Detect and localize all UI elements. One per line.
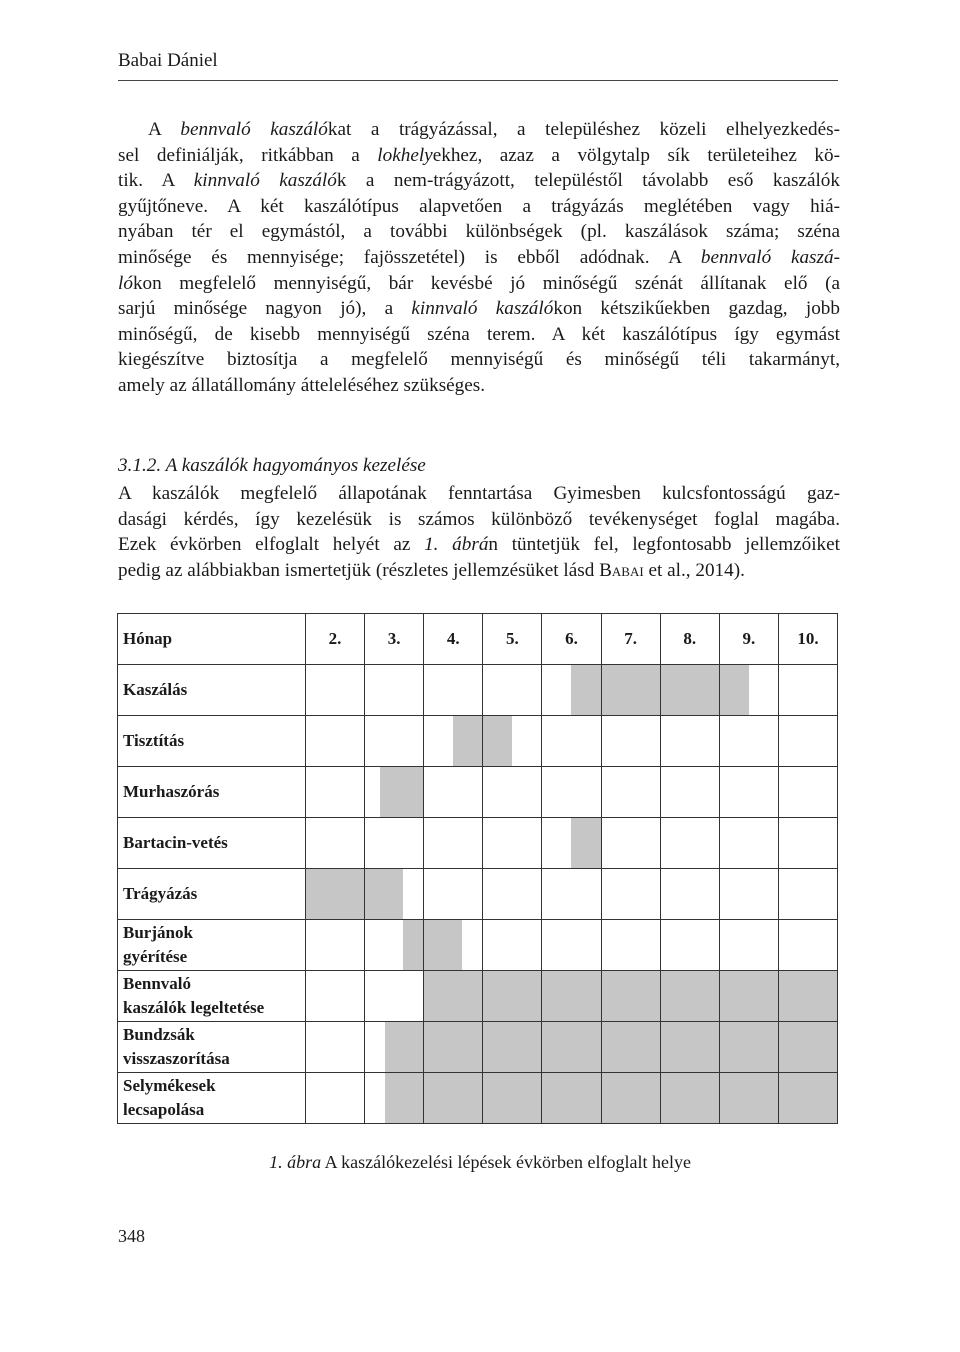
month-cell xyxy=(719,665,778,716)
month-header: 7. xyxy=(601,614,660,665)
italic-term: kinnvaló kaszáló xyxy=(193,170,337,192)
activity-row xyxy=(118,1073,838,1124)
activity-fill xyxy=(365,869,403,919)
italic-term: bennvaló kaszáló xyxy=(180,119,328,140)
text-line xyxy=(118,296,840,322)
month-cell xyxy=(306,920,365,971)
text-run: dasági kérdés, így kezelésük is számos különböző tevékenységet foglal magába. xyxy=(118,508,840,530)
month-cell xyxy=(719,716,778,767)
text-run: ekhez, azaz a völgytalp sík területeihez kö- xyxy=(432,144,840,166)
text-line xyxy=(118,245,840,271)
figure-caption xyxy=(0,1152,960,1173)
activity-fill xyxy=(542,971,600,1021)
text-line xyxy=(118,347,840,373)
month-cell xyxy=(306,716,365,767)
text-run: et al., 2014). xyxy=(643,559,745,581)
activity-fill xyxy=(403,920,423,970)
month-cell xyxy=(719,1073,778,1124)
month-cell xyxy=(424,818,483,869)
activity-fill xyxy=(602,1073,660,1123)
activity-fill xyxy=(720,665,749,715)
month-cell xyxy=(719,818,778,869)
month-cell xyxy=(365,767,424,818)
text-line xyxy=(118,168,840,194)
month-cell xyxy=(306,1073,365,1124)
text-run: kon megfelelő mennyiségű, bár kevésbé jó minőségű szénát állítanak elő (a xyxy=(132,272,840,294)
month-cell xyxy=(483,665,542,716)
month-cell xyxy=(542,1022,601,1073)
month-cell xyxy=(660,716,719,767)
activity-fill xyxy=(483,971,541,1021)
activity-fill xyxy=(424,1022,482,1072)
month-header: 4. xyxy=(424,614,483,665)
activity-row xyxy=(118,971,838,1022)
month-cell xyxy=(542,818,601,869)
activity-fill xyxy=(571,818,600,868)
month-cell xyxy=(424,716,483,767)
month-cell xyxy=(601,920,660,971)
activity-row xyxy=(118,1022,838,1073)
month-header: 3. xyxy=(365,614,424,665)
text-line xyxy=(118,194,840,220)
activity-fill xyxy=(542,1073,600,1123)
text-run: n tüntetjük fel, legfontosabb jellemzőiket xyxy=(488,534,840,556)
activity-fill xyxy=(720,971,778,1021)
text-run: sel definiálják, ritkábban a xyxy=(118,144,378,166)
month-cell xyxy=(542,869,601,920)
activity-label: Selymékesek lecsapolása xyxy=(118,1073,306,1124)
management-calendar-table xyxy=(117,613,838,1124)
month-cell xyxy=(365,920,424,971)
month-cell xyxy=(601,716,660,767)
text-run: k a nem-trágyázott, településtől távolabb eső kaszálók xyxy=(336,170,840,192)
month-cell xyxy=(719,869,778,920)
paragraph-1 xyxy=(118,117,840,399)
month-cell xyxy=(778,1073,837,1124)
figure-number: 1. ábra xyxy=(269,1152,322,1172)
month-cell xyxy=(542,920,601,971)
month-header: 10. xyxy=(778,614,837,665)
text-run: amely az állatállomány átteleléséhez szükséges. xyxy=(118,374,486,396)
month-cell xyxy=(483,920,542,971)
activity-label: Tisztítás xyxy=(118,716,306,767)
text-run: Ezek évkörben elfoglalt helyét az xyxy=(118,534,425,556)
activity-label: Kaszálás xyxy=(118,665,306,716)
paragraph-2 xyxy=(118,481,840,583)
activity-fill xyxy=(424,971,482,1021)
month-header: 2. xyxy=(306,614,365,665)
activity-fill xyxy=(661,1073,719,1123)
italic-term: bennvaló kaszá- xyxy=(700,246,840,268)
activity-fill xyxy=(542,1022,600,1072)
month-cell xyxy=(424,869,483,920)
text-run: A xyxy=(148,119,181,140)
activity-fill xyxy=(779,1022,837,1072)
month-cell xyxy=(719,1022,778,1073)
text-line xyxy=(118,322,840,348)
activity-label: Murhaszórás xyxy=(118,767,306,818)
month-cell xyxy=(601,767,660,818)
activity-row xyxy=(118,665,838,716)
month-cell xyxy=(306,818,365,869)
activity-fill xyxy=(779,971,837,1021)
month-cell xyxy=(483,716,542,767)
month-cell xyxy=(601,665,660,716)
month-cell xyxy=(542,971,601,1022)
activity-label: Trágyázás xyxy=(118,869,306,920)
month-cell xyxy=(601,818,660,869)
activity-fill xyxy=(385,1022,423,1072)
month-cell xyxy=(542,767,601,818)
caption-text: A kaszálókezelési lépések évkörben elfoglalt helye xyxy=(321,1152,691,1172)
text-line xyxy=(118,143,840,169)
month-cell xyxy=(483,818,542,869)
month-cell xyxy=(483,767,542,818)
month-cell xyxy=(483,971,542,1022)
text-line xyxy=(118,481,840,507)
text-line xyxy=(118,532,840,558)
month-cell xyxy=(365,869,424,920)
text-run: minősége és mennyisége; fajösszetétel) is ebből adódnak. A xyxy=(118,246,701,268)
text-line xyxy=(118,271,840,297)
text-line xyxy=(118,373,840,399)
month-cell xyxy=(719,971,778,1022)
month-cell xyxy=(601,1022,660,1073)
text-run: nyában tér el egymástól, a további különbségek (pl. kaszálások száma; széna xyxy=(118,221,840,243)
text-line xyxy=(118,219,840,245)
month-cell xyxy=(778,920,837,971)
header-rule xyxy=(118,80,838,81)
month-cell xyxy=(306,869,365,920)
month-cell xyxy=(778,818,837,869)
month-cell xyxy=(778,1022,837,1073)
activity-fill xyxy=(602,665,660,715)
activity-fill xyxy=(424,920,462,970)
activity-fill xyxy=(385,1073,423,1123)
month-cell xyxy=(660,920,719,971)
month-cell xyxy=(719,767,778,818)
text-line xyxy=(118,117,840,143)
month-cell xyxy=(660,818,719,869)
month-cell xyxy=(660,767,719,818)
month-header: 8. xyxy=(660,614,719,665)
month-cell xyxy=(778,971,837,1022)
month-cell xyxy=(306,971,365,1022)
month-cell xyxy=(365,971,424,1022)
activity-fill xyxy=(306,869,364,919)
month-cell xyxy=(424,767,483,818)
month-cell xyxy=(660,1022,719,1073)
activity-fill xyxy=(453,716,482,766)
month-header-row xyxy=(118,614,838,665)
running-header: Babai Dániel xyxy=(118,50,218,71)
month-header: 5. xyxy=(483,614,542,665)
month-cell xyxy=(719,920,778,971)
month-cell xyxy=(601,869,660,920)
text-run: kat a trágyázással, a településhez közeli elhelyezkedés- xyxy=(327,119,840,140)
month-cell xyxy=(365,665,424,716)
month-cell xyxy=(365,818,424,869)
text-run: gyűjtőneve. A két kaszálótípus alapvetően a trágyázás meglétében vagy hiá- xyxy=(118,195,840,217)
month-cell xyxy=(306,1022,365,1073)
section-title: 3.1.2. A kaszálók hagyományos kezelése xyxy=(118,455,426,476)
activity-fill xyxy=(720,1022,778,1072)
activity-fill xyxy=(720,1073,778,1123)
italic-term: lokhely xyxy=(377,144,433,166)
month-cell xyxy=(778,767,837,818)
activity-row xyxy=(118,869,838,920)
month-cell xyxy=(778,665,837,716)
month-cell xyxy=(660,869,719,920)
activity-row xyxy=(118,716,838,767)
month-cell xyxy=(365,1022,424,1073)
activity-fill xyxy=(571,665,600,715)
month-cell xyxy=(424,1073,483,1124)
activity-fill xyxy=(424,1073,482,1123)
month-cell xyxy=(483,1022,542,1073)
month-cell xyxy=(660,1073,719,1124)
month-cell xyxy=(424,971,483,1022)
activity-label: Bennvaló kaszálók legeltetése xyxy=(118,971,306,1022)
month-cell xyxy=(542,1073,601,1124)
month-cell xyxy=(542,665,601,716)
activity-fill xyxy=(602,971,660,1021)
month-cell xyxy=(542,716,601,767)
italic-term: 1. ábrá xyxy=(424,534,489,556)
activity-row xyxy=(118,920,838,971)
month-cell xyxy=(778,716,837,767)
text-run: kiegészítve biztosítja a megfelelő mennyiségű és minőségű téli takarmányt, xyxy=(118,349,840,371)
activity-label: Burjánok gyérítése xyxy=(118,920,306,971)
activity-fill xyxy=(779,1073,837,1123)
month-cell xyxy=(483,869,542,920)
month-cell xyxy=(424,1022,483,1073)
activity-label: Bartacin-vetés xyxy=(118,818,306,869)
activity-row xyxy=(118,767,838,818)
month-cell xyxy=(306,665,365,716)
text-run: Babai xyxy=(599,559,644,581)
activity-fill xyxy=(483,1073,541,1123)
activity-fill xyxy=(483,1022,541,1072)
text-run: A kaszálók megfelelő állapotának fenntartása Gyimesben kulcsfontosságú gaz- xyxy=(118,483,840,504)
month-cell xyxy=(601,971,660,1022)
month-cell xyxy=(306,767,365,818)
text-line xyxy=(118,507,840,533)
month-cell xyxy=(660,665,719,716)
text-line xyxy=(118,558,840,584)
italic-term: kinnvaló kaszáló xyxy=(411,298,554,320)
text-run: tik. A xyxy=(118,170,194,192)
month-header: 9. xyxy=(719,614,778,665)
activity-label: Bundzsák visszaszorítása xyxy=(118,1022,306,1073)
activity-row xyxy=(118,818,838,869)
text-run: sarjú minősége nagyon jó), a xyxy=(118,298,412,320)
month-cell xyxy=(601,1073,660,1124)
month-cell xyxy=(660,971,719,1022)
italic-term: ló xyxy=(118,272,133,294)
month-cell xyxy=(778,869,837,920)
text-run: minőségű, de kisebb mennyiségű széna terem. A két kaszálótípus így egymást xyxy=(118,323,840,345)
activity-fill xyxy=(483,716,512,766)
month-cell xyxy=(365,716,424,767)
month-cell xyxy=(424,665,483,716)
activity-fill xyxy=(602,1022,660,1072)
month-cell xyxy=(365,1073,424,1124)
header-label: Hónap xyxy=(118,614,306,665)
activity-fill xyxy=(661,971,719,1021)
text-run: kon kétszikűekben gazdag, jobb xyxy=(553,298,840,320)
activity-fill xyxy=(380,767,424,817)
activity-fill xyxy=(661,1022,719,1072)
month-cell xyxy=(424,920,483,971)
month-header: 6. xyxy=(542,614,601,665)
text-run: pedig az alábbiakban ismertetjük (részletes jellemzésüket lásd xyxy=(118,559,600,581)
page-number: 348 xyxy=(118,1226,145,1246)
month-cell xyxy=(483,1073,542,1124)
activity-fill xyxy=(661,665,719,715)
